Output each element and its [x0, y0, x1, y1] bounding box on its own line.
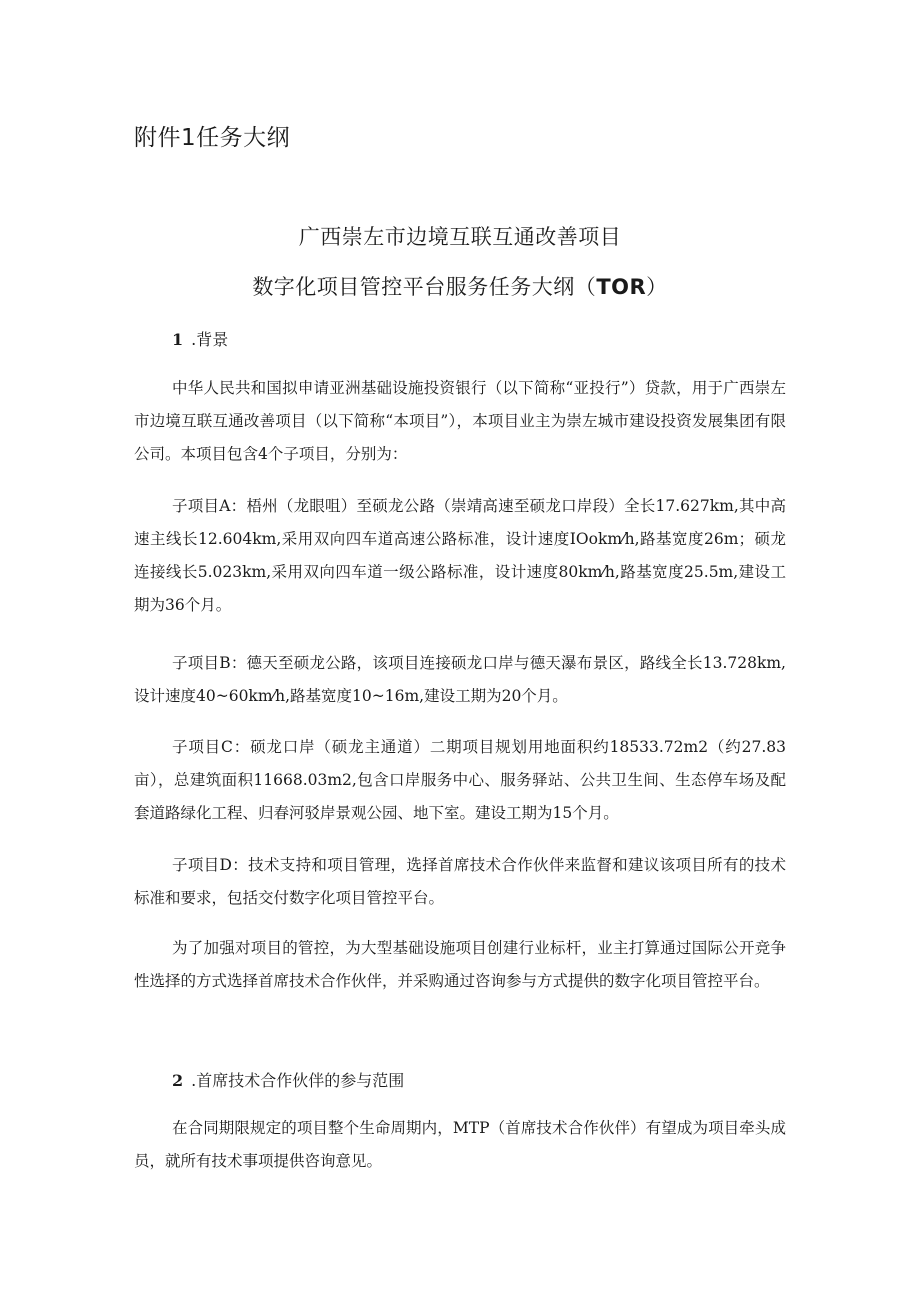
paragraph-procurement-purpose: 为了加强对项目的管控，为大型基础设施项目创建行业标杆，业主打算通过国际公开竞争性选择的方式选择首席技术合作伙伴，并采购通过咨询参与方式提供的数字化项目管控平台。 — [134, 939, 786, 990]
paragraph-loan-intro: 中华人民共和国拟申请亚洲基础设施投资银行（以下简称“亚投行”）贷款，用于广西崇左市边境互联互通改善项目（以下简称“本项目”），本项目业主为崇左城市建设投资发展集团有限公司。本项目包含4个子项目，分别为： — [134, 379, 786, 463]
paragraph-subproject-b: 子项目B：德天至硕龙公路，该项目连接硕龙口岸与德天瀑布景区，路线全长13.728km,设计速度40~60km⁄h,路基宽度10~16m,建设工期为20个月。 — [134, 654, 786, 705]
document-title-line-1: 广西崇左市边境互联互通改善项目 — [298, 225, 622, 249]
paragraph-mtp-role: 在合同期限规定的项目整个生命周期内，MTP（首席技术合作伙伴）有望成为项目牵头成员，就所有技术事项提供咨询意见。 — [134, 1119, 786, 1170]
attachment-heading: 附件1任务大纲 — [134, 125, 291, 151]
paragraph-subproject-d: 子项目D：技术支持和项目管理，选择首席技术合作伙伴来监督和建议该项目所有的技术标准和要求，包括交付数字化项目管控平台。 — [134, 856, 786, 907]
title-tor-abbreviation: TOR — [596, 275, 647, 299]
paragraph-subproject-c: 子项目C：硕龙口岸（硕龙主通道）二期项目规划用地面积约18533.72m2（约27.83亩），总建筑面积11668.03m2,包含口岸服务中心、服务驿站、公共卫生间、生态停车场及配套道路绿化工程、归春河驳岸景观公园、地下室。建设工期为15个月。 — [134, 738, 786, 822]
section-number: 2 — [172, 1071, 184, 1090]
section-label: .首席技术合作伙伴的参与范围 — [191, 1071, 405, 1090]
document-title-line-2 — [0, 270, 920, 304]
section-heading-background — [172, 325, 228, 355]
section-number: 1 — [172, 330, 184, 349]
section-label: .背景 — [191, 330, 229, 349]
title-line-2-text: 数字化项目管控平台服务任务大纲（ — [252, 275, 597, 299]
title-line-2-closing: ） — [646, 275, 668, 299]
section-heading-mtp-scope — [172, 1066, 404, 1096]
paragraph-subproject-a: 子项目A：梧州（龙眼咀）至硕龙公路（崇靖高速至硕龙口岸段）全长17.627km,其中高速主线长12.604km,采用双向四车道高速公路标准，设计速度IOokm⁄h,路基宽度26m；硕龙连接线长5.023km,采用双向四车道一级公路标准，设计速度80km⁄h,路基宽度25.5m,建设工期为36个月。 — [134, 497, 786, 614]
